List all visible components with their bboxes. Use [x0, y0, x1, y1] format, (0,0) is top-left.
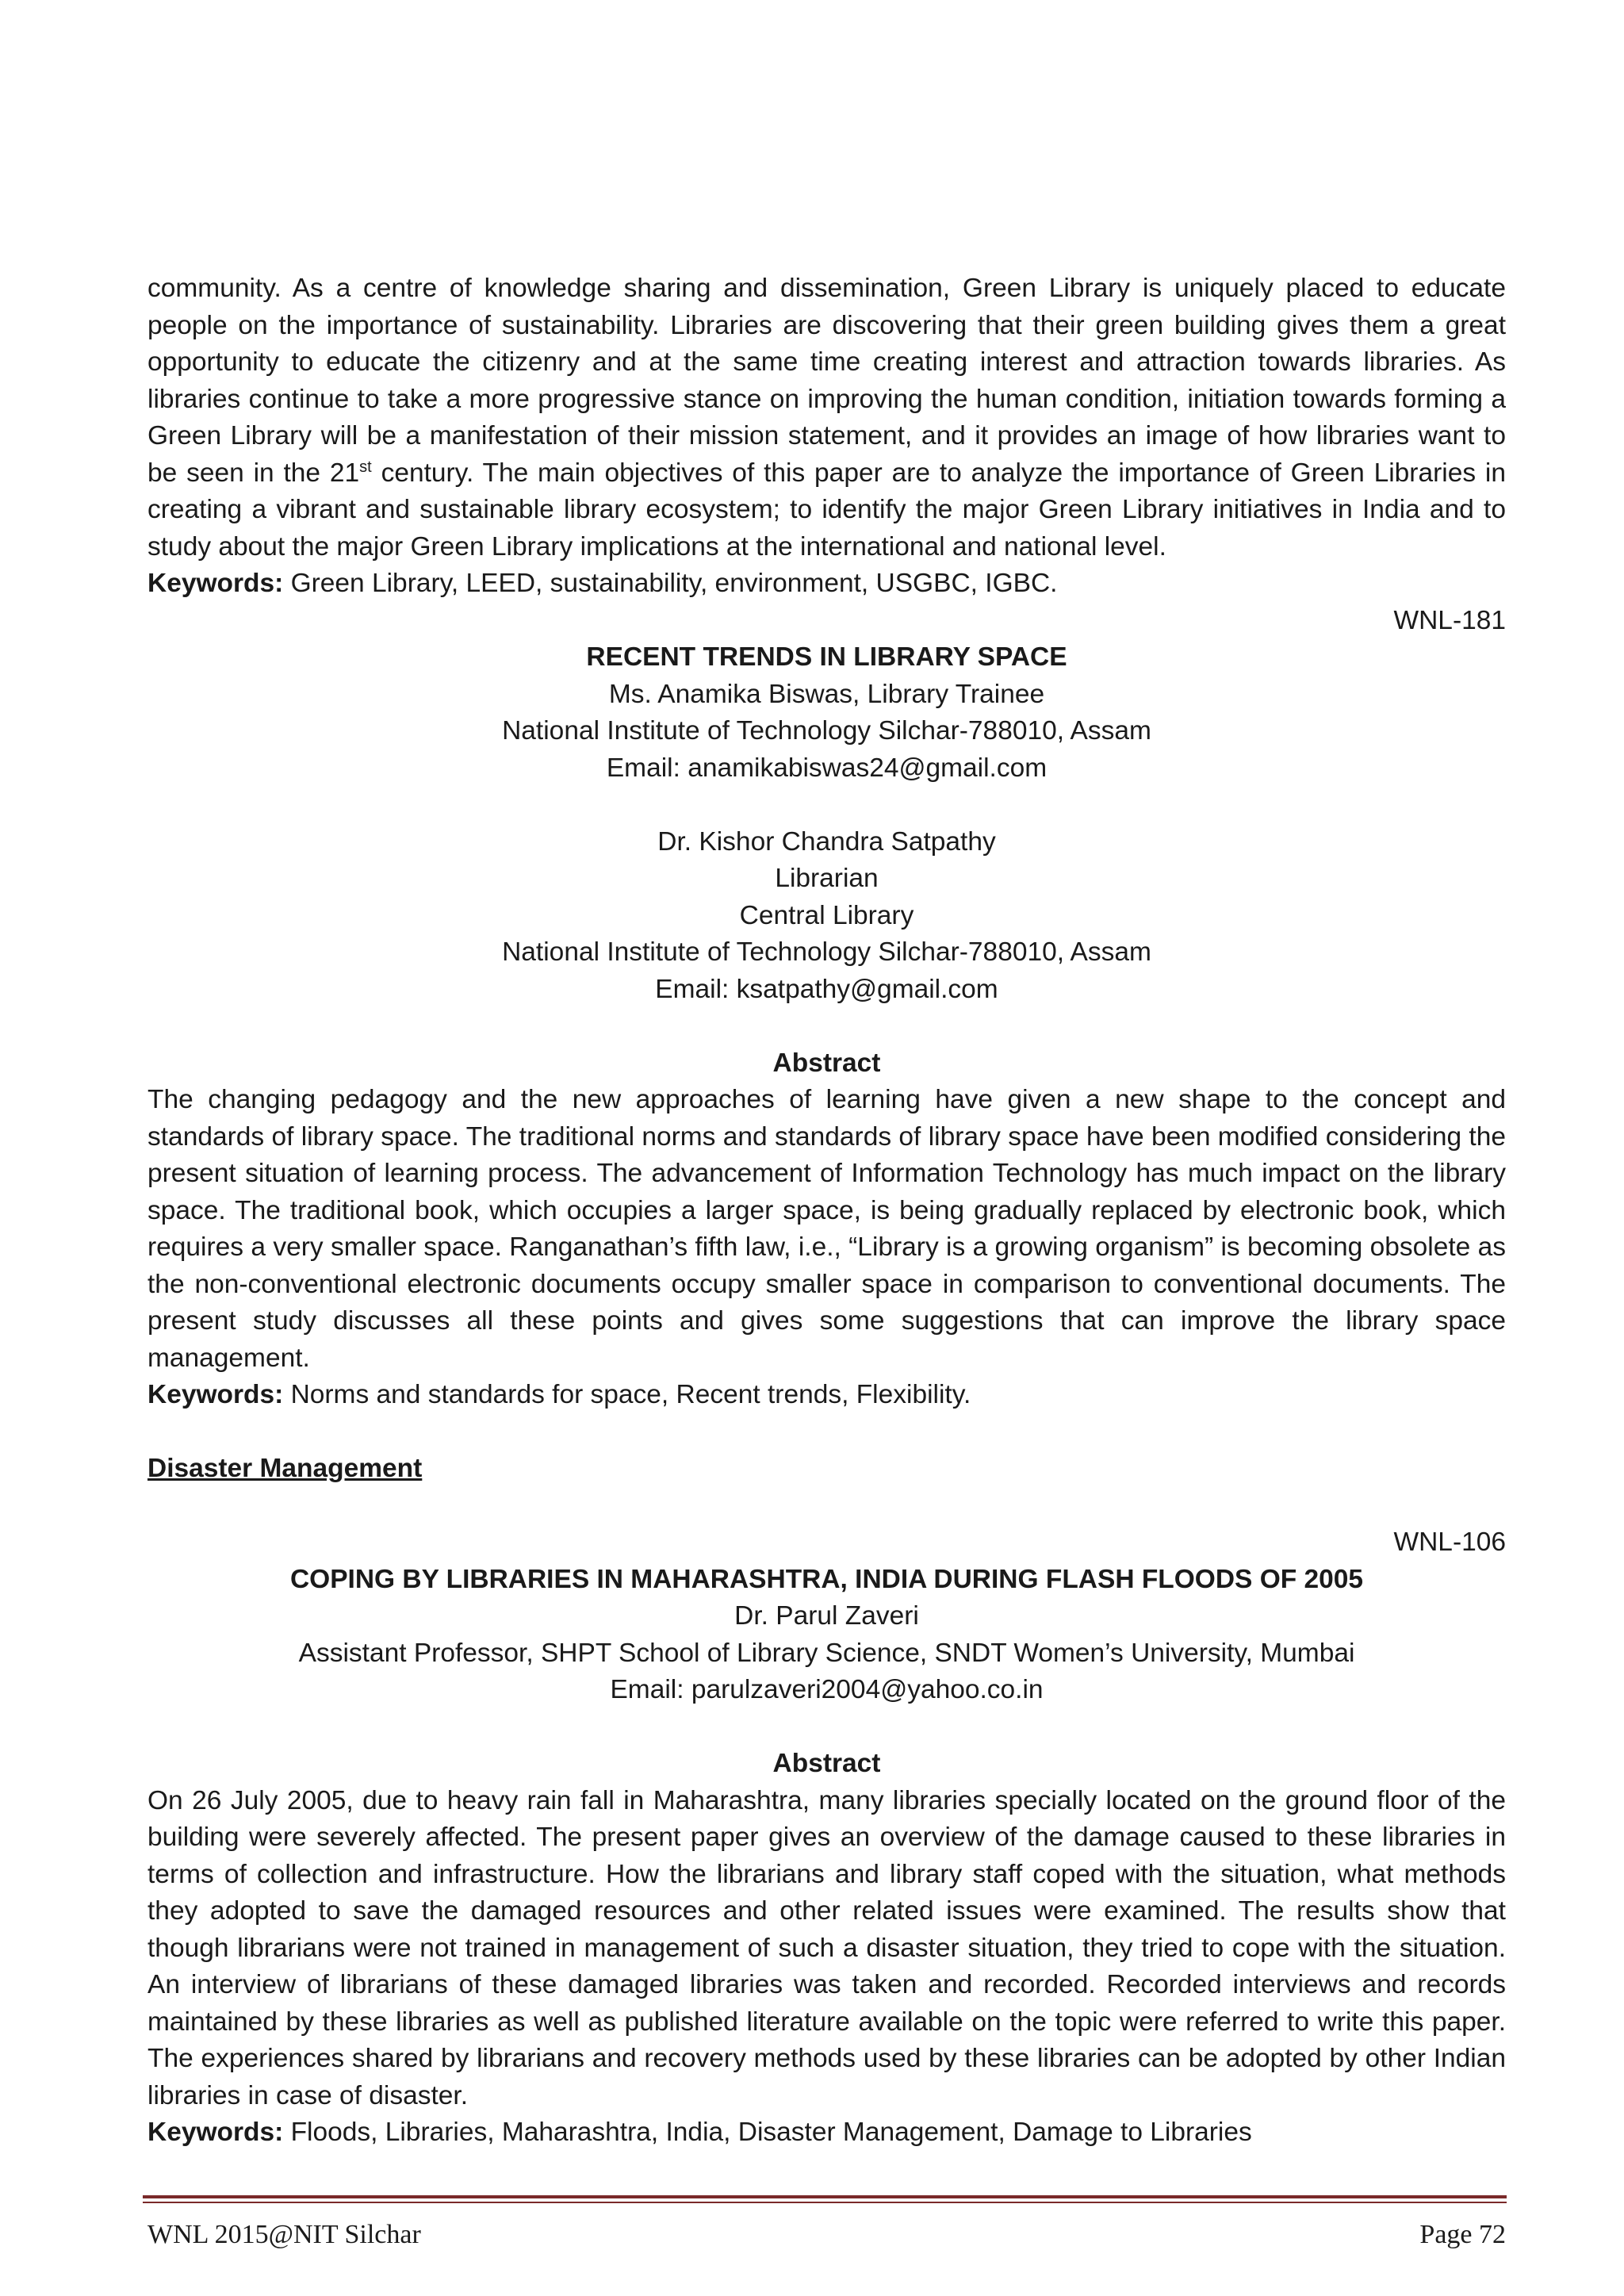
page-footer: [147, 2219, 1506, 2251]
footer-left: WNL 2015@NIT Silchar: [147, 2220, 421, 2249]
footer-page-number: Page 72: [1419, 2220, 1506, 2249]
paper1-abstract-heading: Abstract: [772, 1048, 881, 1078]
paper1-author2-dept: Central Library: [739, 900, 914, 930]
paper1-keywords: [147, 1377, 1506, 1414]
keywords-label: Keywords:: [147, 1380, 284, 1409]
paper1-author1-email: Email: anamikabiswas24@gmail.com: [606, 753, 1048, 783]
paper2-keywords: [147, 2114, 1506, 2152]
footer-rule-thick: [143, 2195, 1507, 2198]
keywords-text: Norms and standards for space, Recent trends, Flexibility.: [283, 1380, 971, 1409]
section-heading: Disaster Management: [147, 1454, 423, 1483]
paper1-author2-affiliation: National Institute of Technology Silchar-788010, Assam: [502, 937, 1151, 967]
paper2-abstract-heading: Abstract: [772, 1749, 881, 1778]
paper2-author-affiliation: Assistant Professor, SHPT School of Library Science, SNDT Women’s University, Mumbai: [298, 1638, 1355, 1668]
intro-text-b: century. The main objectives of this paper are to analyze the importance of Green Libraries in creating a vibrant and sustainable library ecosystem; to identify the major Green Library initiatives in India and to study about the major Green Library implications at the international and national level.: [147, 458, 1506, 562]
paper1-code: WNL-181: [1393, 605, 1506, 635]
paper1-author2-name: Dr. Kishor Chandra Satpathy: [657, 826, 996, 857]
paper1-author1-affiliation: National Institute of Technology Silchar-788010, Assam: [502, 716, 1151, 746]
keywords-label: Keywords:: [147, 2118, 284, 2147]
keywords-label: Keywords:: [147, 569, 284, 598]
intro-paragraph: [147, 270, 1506, 565]
paper2-title: COPING BY LIBRARIES IN MAHARASHTRA, INDIA DURING FLASH FLOODS OF 2005: [289, 1564, 1364, 1594]
page-content: [147, 270, 1506, 2152]
paper1-abstract: The changing pedagogy and the new approaches of learning have given a new shape to the concept and standards of library space. The traditional norms and standards of library space have been modified considering the present situation of learning process. The advancement of Information Technology has much impact on the library space. The traditional book, which occupies a larger space, is being gradually replaced by electronic book, which requires a very smaller space. Ranganathan’s fifth law, i.e., “Library is a growing organism” is becoming obsolete as the non-conventional electronic documents occupy smaller space in comparison to conventional documents. The present study discusses all these points and gives some suggestions that can improve the library space management.: [147, 1085, 1506, 1373]
paper1-title: RECENT TRENDS IN LIBRARY SPACE: [586, 642, 1067, 672]
keywords-text: Floods, Libraries, Maharashtra, India, Disaster Management, Damage to Libraries: [283, 2118, 1252, 2147]
footer-rule-thin: [143, 2202, 1507, 2203]
paper2-code: WNL-106: [1393, 1527, 1506, 1557]
paper1-author2-email: Email: ksatpathy@gmail.com: [655, 974, 998, 1004]
intro-keywords: [147, 565, 1506, 603]
paper1-author2-role: Librarian: [775, 864, 879, 893]
paper1-author1-name: Ms. Anamika Biswas, Library Trainee: [608, 679, 1045, 709]
intro-text-a: community. As a centre of knowledge sharing and dissemination, Green Library is uniquely placed to educate people on the importance of sustainability. Libraries are discovering that their green building gives them a great opportunity to educate the citizenry and at the same time creating interest and attraction towards libraries. As libraries continue to take a more progressive stance on improving the human condition, initiation towards forming a Green Library will be a manifestation of their mission statement, and it provides an image of how libraries want to be seen in the 21: [147, 274, 1506, 488]
paper2-abstract: On 26 July 2005, due to heavy rain fall in Maharashtra, many libraries specially located on the ground floor of the building were severely affected. The present paper gives an overview of the damage caused to these libraries in terms of collection and infrastructure. How the librarians and library staff coped with the situation, what methods they adopted to save the damaged resources and other related issues were examined. The results show that though librarians were not trained in management of such a disaster situation, they tried to cope with the situation. An interview of librarians of these damaged libraries was taken and recorded. Recorded interviews and records maintained by these libraries as well as published literature available on the topic were referred to write this paper. The experiences shared by librarians and recovery methods used by these libraries can be adopted by other Indian libraries in case of disaster.: [147, 1785, 1506, 2110]
paper2-author-name: Dr. Parul Zaveri: [734, 1601, 919, 1631]
intro-superscript: st: [359, 458, 372, 476]
paper2-author-email: Email: parulzaveri2004@yahoo.co.in: [610, 1675, 1044, 1704]
keywords-text: Green Library, LEED, sustainability, environment, USGBC, IGBC.: [283, 569, 1058, 598]
